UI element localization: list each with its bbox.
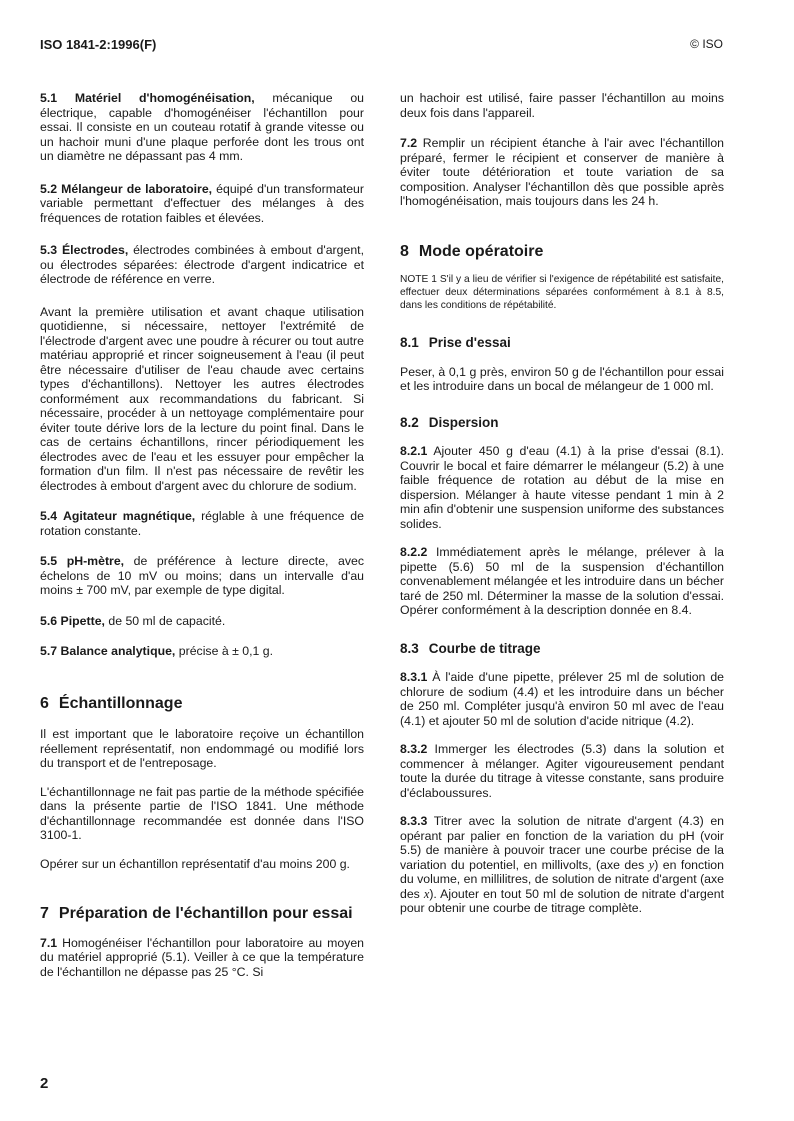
section-title: Échantillonnage [58,694,183,712]
clause-5-1 [40,91,364,164]
clause-text: Ajouter 450 g d'eau (4.1) à la prise d'essai (8.1). Couvrir le bocal et faire démarrer le mélangeur (5.2) à une faible fréquence de rotation au début de la mise en dispersion. Mélanger à haute vitesse pendant 1 min à 2 min afin d'obtenir une suspension uniforme des substances solides. [400,444,724,531]
section-6-para-1: Il est important que le laboratoire reçoive un échantillon réellement représentatif, non endommagé ou modifié lors du transport et de l'entreposage. [40,727,364,770]
clause-text: électrodes combinées à embout d'argent, ou électrodes séparées: électrode d'argent indicatrice et électrode de référence en verre. [40,243,364,286]
clause-8-2-1 [400,444,724,531]
clause-text: Immerger les électrodes (5.3) dans la solution et commencer à mélanger. Agiter vigoureusement pendant toute la durée du titrage à vitesse constante, sans produire d'éclaboussures. [400,742,724,800]
clause-8-3-3 [400,814,724,916]
subsection-8-3-heading [400,642,724,657]
clause-number: 8.3.1 [400,670,428,684]
clause-number: 8.3.2 [400,742,428,756]
section-8-heading [400,242,724,260]
section-number: 7 [40,905,49,922]
clause-term: pH-mètre, [66,554,125,568]
subsection-8-1-heading [400,336,724,351]
clause-5-5 [40,554,364,598]
clause-number: 7.2 [400,136,418,150]
clause-text: de préférence à lecture directe, avec échelons de 10 mV ou moins; dans un intervalle d'au moins ± 700 mV, par exemple de type digital. [40,554,365,597]
clause-8-3-2 [400,742,724,800]
clause-7-1-continued: un hachoir est utilisé, faire passer l'échantillon au moins deux fois dans l'appareil. [400,91,724,120]
standard-reference: ISO 1841-2:1996(F) [40,37,157,52]
note-1: NOTE 1 S'il y a lieu de vérifier si l'exigence de répétabilité est satisfaite, effectuer deux déterminations séparées conformément à 8.1 à 8.5, dans les conditions de répétabilité. [400,274,724,311]
clause-5-6 [40,614,364,629]
clause-8-3-1 [400,670,724,728]
subsection-number: 8.3 [400,640,419,656]
variable-x: x [423,886,430,901]
clause-number: 5.2 [40,181,58,196]
clause-text: réglable à une fréquence de rotation constante. [40,509,364,538]
clause-number: 8.3.3 [400,814,428,828]
right-column [400,91,724,928]
left-column [40,91,364,991]
clause-term: Matériel d'homogénéisation, [74,91,255,105]
subsection-title: Prise d'essai [428,335,511,350]
clause-term: Balance analytique, [60,644,176,658]
clause-text: Homogénéiser l'échantillon pour laboratoire au moyen du matériel approprié (5.1). Veiller à ce que la température de l'échantillon ne dépasse pas 25 °C. Si [40,935,364,979]
clause-text: ). Ajouter en tout 50 ml de solution de nitrate d'argent pour obtenir une courbe de titrage complète. [400,886,724,915]
clause-number: 5.6 [40,613,58,628]
clause-number: 7.1 [40,935,58,950]
clause-text: équipé d'un transformateur variable permettant d'effectuer des mélanges à des fréquences de rotation faibles et élevées. [40,181,364,225]
copyright-mark: © ISO [690,37,723,51]
section-title: Préparation de l'échantillon pour essai [58,905,353,922]
clause-number: 5.5 [40,554,58,568]
clause-term: Électrodes, [61,243,129,257]
subsection-8-2-heading [400,416,724,431]
clause-number: 5.3 [40,243,58,257]
section-6-heading [40,694,364,712]
clause-term: Agitateur magnétique, [62,509,196,523]
section-6-para-2: L'échantillonnage ne fait pas partie de la méthode spécifiée dans la présente partie de l'ISO 1841. Une méthode d'échantillonnage recommandée est donnée dans l'ISO 3100-1. [40,784,364,842]
clause-text: de 50 ml de capacité. [104,613,226,628]
clause-term: Mélangeur de laboratoire, [61,181,213,196]
subsection-number: 8.1 [400,335,419,350]
clause-number: 5.7 [40,644,58,658]
clause-5-7 [40,644,364,659]
clause-8-1: Peser, à 0,1 g près, environ 50 g de l'échantillon pour essai et les introduire dans un bocal de mélangeur de 1 000 ml. [400,364,724,393]
section-6-para-3: Opérer sur un échantillon représentatif d'au moins 200 g. [40,856,350,871]
clause-number: 8.2.1 [400,444,428,458]
variable-y: y [648,857,655,872]
clause-number: 5.1 [40,91,58,105]
clause-number: 5.4 [40,509,58,523]
subsection-number: 8.2 [400,414,419,430]
clause-5-3-cleaning: Avant la première utilisation et avant chaque utilisation quotidienne, si nécessaire, nettoyer l'extrémité de l'électrode d'argent avec une poudre à récurer ou tout autre matériau approprié et rincer soigneusement à l'eau (il peut être nécessaire d'utiliser de l'eau chaude avec certains types d'échantillons). Nettoyer les autres électrodes conformément aux recommandations du fabricant. Si nécessaire, procéder à un nettoyage complémentaire pour éviter toute dérive lors de la lecture du point final. Dans le cas de certains échantillons, rincer périodiquement les électrodes avec de l'eau et les essuyer pour empêcher la formation d'un film. Il n'est pas nécessaire de revêtir les électrodes à embout d'argent avec du chlorure de sodium. [40,304,364,493]
clause-text: précise à ± 0,1 g. [175,644,274,658]
clause-text: Immédiatement après le mélange, prélever à la pipette (5.6) 50 ml de la suspension d'échantillon convenablement mélangée et les introduire dans un bécher taré de 250 ml. Déterminer la masse de la solution d'essai. Opérer conformément à la description donnée en 8.4. [400,545,724,617]
clause-number: 8.2.2 [400,545,428,559]
section-number: 6 [40,694,49,712]
subsection-title: Courbe de titrage [428,640,541,656]
clause-text: À l'aide d'une pipette, prélever 25 ml de solution de chlorure de sodium (4.4) et les introduire dans un bécher de 250 ml. Compléter jusqu'à environ 50 ml avec de l'eau (4.1) et ajouter 50 ml de solution d'acide nitrique (4.2). [400,670,724,728]
clause-5-3 [40,243,364,287]
clause-text: Remplir un récipient étanche à l'air avec l'échantillon préparé, fermer le récipient et conserver de manière à éviter toute détérioration et toute variation de sa composition. Analyser l'échantillon dès que possible après l'homogénéisation, mais toujours dans les 24 h. [400,136,724,208]
section-7-heading [40,907,364,922]
clause-text: Titrer avec la solution de nitrate d'argent (4.3) en opérant par palier en fonction de la variation du pH (voir 5.5) de manière à pouvoir tracer une courbe précise de la variation du potentiel, en millivolts, (axe des [400,814,724,872]
section-title: Mode opératoire [418,242,544,260]
clause-7-2 [400,136,724,209]
clause-8-2-2 [400,545,724,618]
subsection-title: Dispersion [428,414,499,430]
page-number: 2 [40,1075,49,1092]
section-number: 8 [400,242,409,260]
clause-text: ) en fonction du volume, en millilitres, de solution de nitrate d'argent (axe des [400,857,724,901]
clause-5-4 [40,509,364,538]
clause-5-2 [40,182,364,226]
clause-7-1 [40,936,364,980]
clause-term: Pipette, [60,613,105,628]
clause-text: mécanique ou électrique, capable d'homogénéiser l'échantillon pour essai. Il consiste en un couteau rotatif à grande vitesse ou un hachoir muni d'une plaque perforée dont les trous ont un diamètre ne dépassant pas 4 mm. [40,91,364,163]
